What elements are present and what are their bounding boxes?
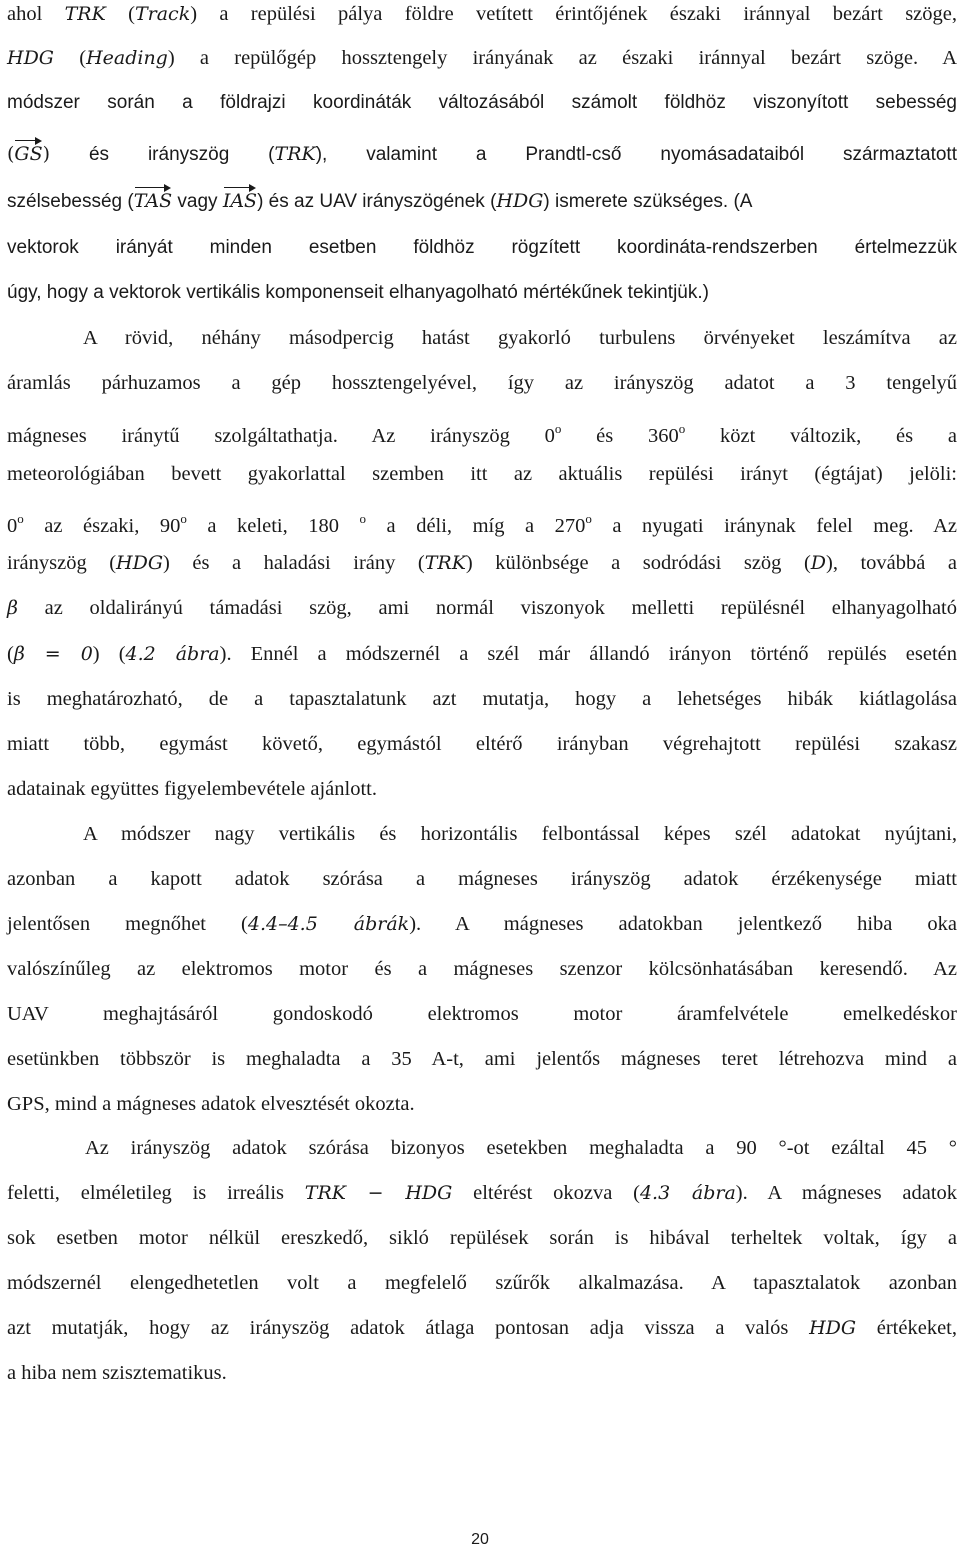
math-heading: Heading [86, 47, 168, 69]
text-line-5: szélsebesség (TAS vagy IAS) és az UAV irányszögének (HDG) ismerete szükséges. (A [7, 187, 957, 216]
degree-superscript: o [678, 421, 686, 436]
text-line-10: mágneses iránytű szolgáltathatja. Az irányszög 0$^o$ és 360$^o$ közt változik, és a [7, 421, 957, 447]
text-line-15: (β = 0) (4.2 ábra). Ennél a módszernél a szél már állandó irányon történő repülés esetén [7, 643, 958, 665]
text-line-3: módszer során a földrajzi koordináták változásából számolt földhöz viszonyított sebesség [7, 92, 957, 113]
math-beta-zero: β = 0 [13, 643, 93, 665]
figure-ref: 4.2 ábra [125, 643, 220, 665]
page-number: 20 [471, 1531, 489, 1548]
text-line-20: azonban a kapott adatok szórása a mágneses irányszög adatok érzékenysége miatt [7, 868, 957, 890]
text-line-29: módszernél elengedhetetlen volt a megfelelő szűrők alkalmazása. A tapasztalatok azonban [7, 1272, 957, 1294]
text-line-18: adatainak együttes figyelembevétele ajánlott. [7, 778, 377, 800]
degree-superscript: o [585, 511, 592, 526]
math-hdg: HDG [809, 1317, 857, 1339]
text-line-9: áramlás párhuzamos a gép hossztengelyével, így az irányszög adatot a 3 tengelyű [7, 372, 957, 394]
figure-ref: 4.3 ábra [639, 1182, 736, 1204]
text-line-8: A rövid, néhány másodpercig hatást gyakorló turbulens örvényeket leszámítva az [83, 327, 957, 349]
math-hdg: HDG [496, 190, 544, 212]
text-line-17: miatt több, egymást követő, egymástól eltérő irányban végrehajtott repülési szakasz [7, 733, 957, 755]
text-line-11: meteorológiában bevett gyakorlattal szemben itt az aktuális repülési irányt (égtájat) jelöli: [7, 463, 957, 485]
text-line-24: esetünkben többször is meghaladta a 35 A-t, ami jelentős mágneses teret létrehozva mind a [7, 1048, 957, 1070]
text-line-31: a hiba nem szisztematikus. [7, 1362, 227, 1384]
text-line-27: feletti, elméletileg is irreális TRK − HDG eltérést okozva (4.3 ábra). A mágneses adatok [7, 1182, 958, 1204]
text-line-25: GPS, mind a mágneses adatok elvesztését okozta. [7, 1093, 415, 1115]
math-trk: TRK [424, 552, 466, 574]
math-hdg: HDG [7, 47, 54, 69]
degree-superscript: o [180, 511, 187, 526]
text-line-14: β az oldalirányú támadási szög, ami normál viszonyok melletti repülésnél elhanyagolható [7, 597, 957, 619]
text-line-4: (GS) és irányszög (TRK), valamint a Prandtl-cső nyomásadataiból származtatott [7, 140, 957, 169]
vector-gs: GS [14, 140, 42, 168]
text-line-12: 0$^o$ az északi, 90$^o$ a keleti, 180 $^o$ a déli, míg a 270$^o$ a nyugati iránynak felel meg. Az [7, 511, 957, 537]
text-line-26: Az irányszög adatok szórása bizonyos esetekben meghaladta a 90 °-ot ezáltal 45 ° [85, 1137, 957, 1159]
text-line-6: vektorok irányát minden esetben földhöz rögzített koordináta-rendszerben értelmezzük [7, 237, 957, 258]
text-line-22: valószínűleg az elektromos motor és a mágneses szenzor kölcsönhatásában keresendő. Az [7, 958, 957, 980]
math-trk-minus-hdg: TRK − HDG [304, 1182, 453, 1204]
text-line-30: azt mutatják, hogy az irányszög adatok átlaga pontosan adja vissza a valós HDG értékeket, [7, 1317, 957, 1339]
math-trk: TRK [64, 3, 106, 25]
degree-superscript: o [359, 511, 367, 526]
math-beta: β [7, 597, 18, 619]
text-line-16: is meghatározható, de a tapasztalatunk azt mutatja, hogy a lehetséges hibák kiátlagolása [7, 688, 957, 710]
math-trk: TRK [274, 143, 316, 165]
text-line-7: úgy, hogy a vektorok vertikális komponenseit elhanyagolható mértékűnek tekintjük.) [7, 282, 709, 303]
degree-superscript: o [17, 511, 24, 526]
figure-ref: 4.4–4.5 ábrák [247, 913, 410, 935]
text-line-21: jelentősen megnőhet (4.4–4.5 ábrák). A mágneses adatokban jelentkező hiba oka [7, 913, 958, 935]
text-line-19: A módszer nagy vertikális és horizontális felbontással képes szél adatokat nyújtani, [83, 823, 957, 845]
math-track: Track [134, 3, 191, 25]
math-hdg: HDG [116, 552, 164, 574]
text-line-2: HDG (Heading) a repülőgép hossztengely irányának az északi iránnyal bezárt szöge. A [7, 47, 958, 69]
text-line-13: irányszög (HDG) és a haladási irány (TRK) különbsége a sodródási szög (D), továbbá a [7, 552, 957, 574]
degree-superscript: o [554, 421, 562, 436]
vector-ias: IAS [223, 187, 257, 215]
vector-tas: TAS [134, 187, 172, 215]
text-line-1: ahol TRK (Track) a repülési pálya földre vetített érintőjének északi iránnyal bezárt szöge, [7, 3, 957, 25]
text-line-28: sok esetben motor nélkül ereszkedő, sikló repülések során is hibával terheltek voltak, így a [7, 1227, 957, 1249]
math-d: D [810, 552, 827, 574]
text-line-23: UAV meghajtásáról gondoskodó elektromos motor áramfelvétele emelkedéskor [7, 1003, 957, 1025]
